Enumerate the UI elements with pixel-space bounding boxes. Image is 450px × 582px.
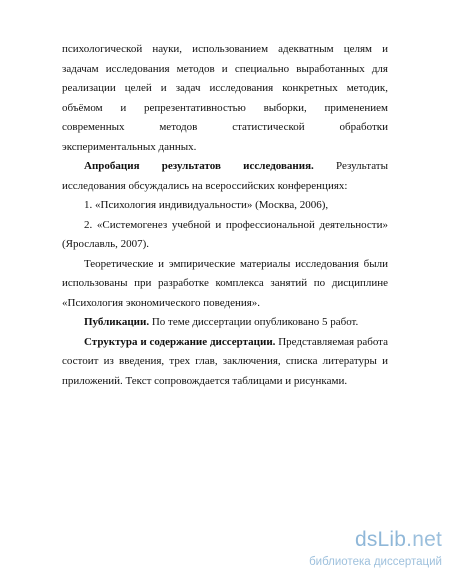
structure-text: Представляемая работа состоит из введения, трех глав, заключения, списка литературы и приложений. Текст сопровождается таблицами и рисунками. (62, 335, 388, 387)
approbation-heading: Апробация результатов исследования. (84, 160, 314, 172)
structure-heading: Структура и содержание диссертации. (84, 335, 276, 348)
approbation-text: Результаты исследования обсуждались на всероссийских конференциях: (62, 160, 389, 192)
watermark-logo-main: dsLib (354, 528, 407, 551)
watermark (282, 528, 448, 582)
publications-heading: Публикации. (84, 316, 150, 328)
watermark-subtitle: библиотека диссертаций (309, 556, 442, 568)
paragraph-materials: Теоретические и эмпирические материалы исследования были использованы при разработке комплекса занятий по дисциплине «Психология экономического поведения». (62, 257, 388, 309)
paragraph-approbation (62, 157, 388, 196)
paragraph-reliability: психологической науки, использованием адекватным целям и задачам исследования методов и специально выработанных для реализации целей и задач исследования конкретных методик, объёмом и репрезентативностью выборки, применением современных методов статистической обработки экспериментальных данных. (62, 43, 388, 153)
watermark-logo (355, 528, 442, 552)
publications-text: По теме диссертации опубликовано 5 работ. (149, 316, 359, 328)
conference-item-1: 1. «Психология индивидуальности» (Москва, 2006), (84, 199, 329, 211)
body-text (62, 40, 388, 391)
paragraph-structure (62, 333, 388, 392)
paragraph-publications (62, 313, 388, 333)
watermark-logo-tld: .net (406, 528, 442, 551)
conference-item-2: 2. «Системогенез учебной и профессиональной деятельности» (Ярославль, 2007). (62, 218, 388, 250)
